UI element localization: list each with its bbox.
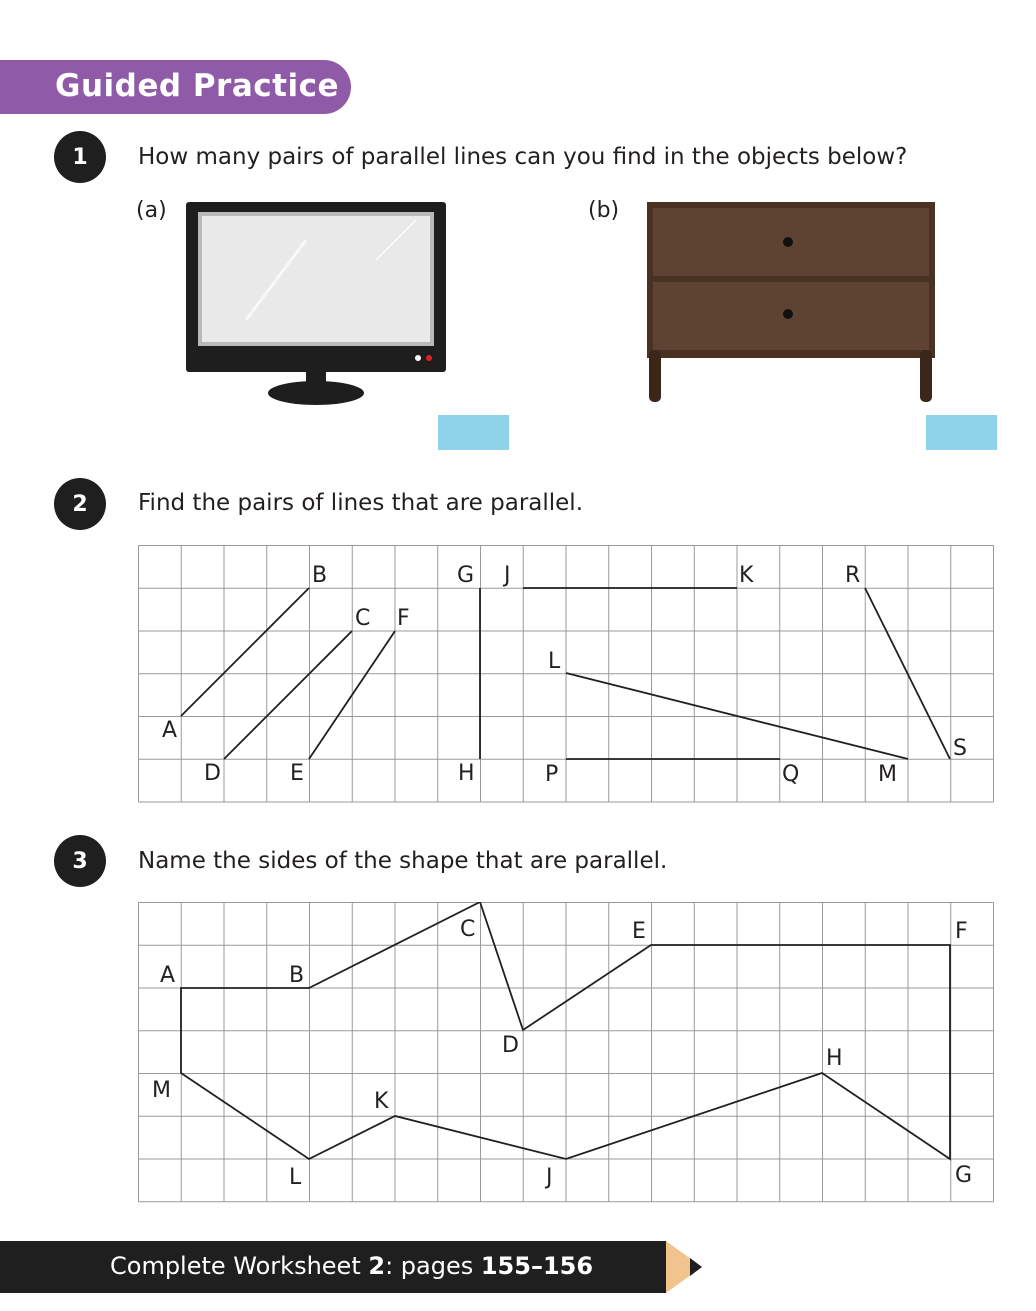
point-label-c: C xyxy=(355,606,371,631)
answer-box-a[interactable] xyxy=(438,415,509,450)
footer-prefix: Complete Worksheet xyxy=(110,1252,369,1280)
vertex-label-a: A xyxy=(160,963,176,988)
point-label-p: P xyxy=(545,762,559,787)
question-1-text: How many pairs of parallel lines can you find in the objects below? xyxy=(138,144,908,170)
point-label-d: D xyxy=(204,761,221,786)
label-a: (a) xyxy=(136,198,167,223)
vertex-label-g: G xyxy=(955,1163,973,1188)
footer-middle: : pages xyxy=(385,1252,481,1280)
banner-title: Guided Practice xyxy=(55,68,339,104)
question-number-1: 1 xyxy=(54,131,106,183)
point-label-a: A xyxy=(162,718,178,743)
point-label-l: L xyxy=(548,649,561,674)
shape-grid xyxy=(138,902,994,1203)
vertex-label-m: M xyxy=(152,1078,171,1103)
point-label-r: R xyxy=(845,563,861,588)
vertex-label-l: L xyxy=(289,1165,302,1190)
point-label-f: F xyxy=(397,606,410,631)
parallel-lines-grid xyxy=(138,545,994,803)
tv-monitor-image xyxy=(186,200,448,408)
point-label-q: Q xyxy=(782,762,800,787)
guided-practice-banner xyxy=(0,60,351,114)
question-number-3: 3 xyxy=(54,835,106,887)
point-label-b: B xyxy=(312,563,328,588)
point-label-h: H xyxy=(458,761,475,786)
point-label-s: S xyxy=(953,736,967,761)
vertex-label-j: J xyxy=(546,1165,553,1190)
footer-pages: 155–156 xyxy=(480,1252,594,1280)
answer-box-b[interactable] xyxy=(926,415,997,450)
question-2-text: Find the pairs of lines that are parallel. xyxy=(138,490,584,516)
vertex-label-d: D xyxy=(502,1033,519,1058)
question-number-2: 2 xyxy=(54,478,106,530)
vertex-label-h: H xyxy=(826,1046,843,1071)
vertex-label-b: B xyxy=(289,963,305,988)
vertex-label-c: C xyxy=(460,917,476,942)
vertex-label-e: E xyxy=(632,919,646,944)
footer-worksheet-number: 2 xyxy=(368,1252,386,1280)
vertex-label-k: K xyxy=(374,1089,389,1114)
point-label-j: J xyxy=(504,563,511,588)
line-ab xyxy=(181,588,309,716)
point-label-k: K xyxy=(739,563,754,588)
chest-of-drawers-image xyxy=(645,200,937,408)
vertex-label-f: F xyxy=(955,919,968,944)
point-label-g: G xyxy=(457,563,475,588)
worksheet-footer-bar xyxy=(0,1241,666,1293)
pencil-tip-icon xyxy=(666,1241,706,1293)
point-label-m: M xyxy=(878,762,897,787)
question-3-text: Name the sides of the shape that are parallel. xyxy=(138,848,668,874)
line-dc xyxy=(224,631,352,759)
footer-text xyxy=(110,1252,593,1280)
label-b: (b) xyxy=(588,198,620,223)
point-label-e: E xyxy=(290,761,304,786)
